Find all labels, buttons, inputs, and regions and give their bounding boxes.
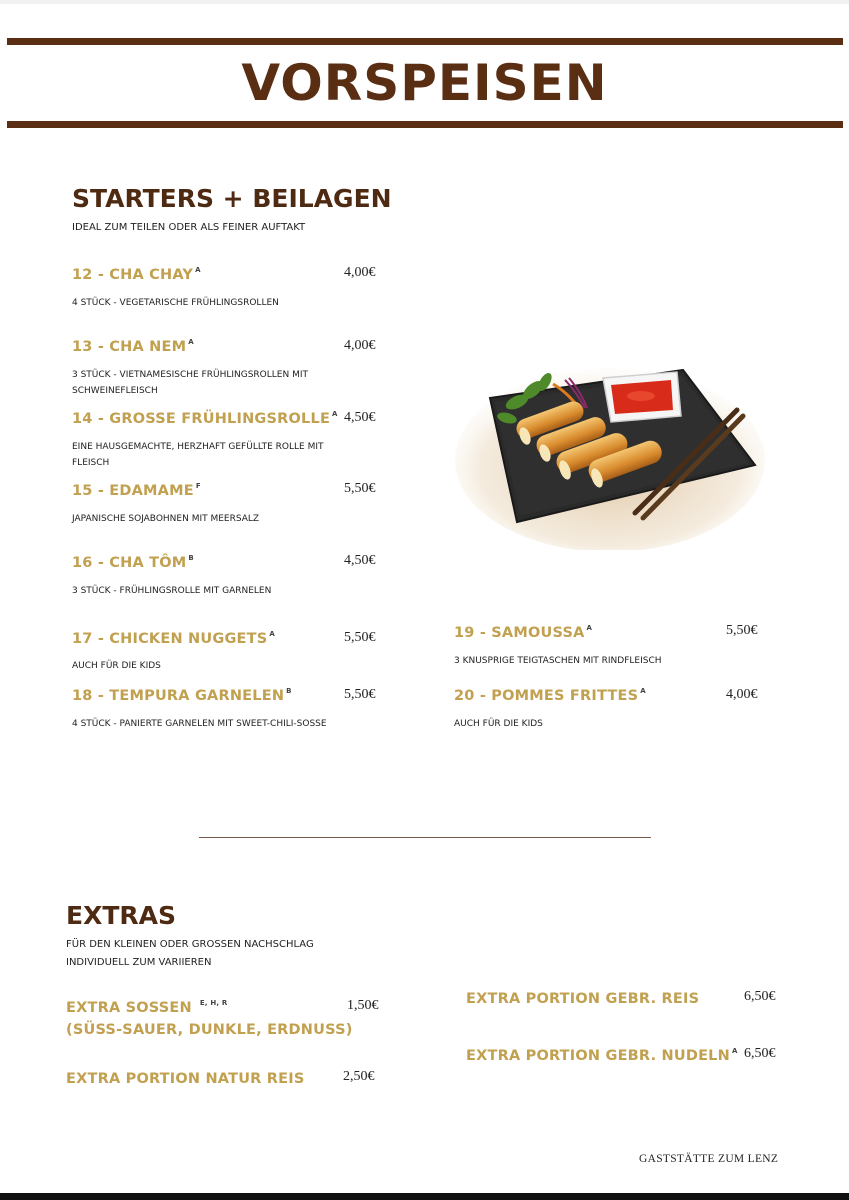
- title-rule-bottom: [7, 121, 843, 128]
- menu-item-desc: FLEISCH: [72, 458, 110, 468]
- menu-item-desc: JAPANISCHE SOJABOHNEN MIT MEERSALZ: [72, 514, 260, 524]
- extra-item-name: EXTRA PORTION GEBR. REIS: [466, 991, 700, 1007]
- section-divider: [199, 837, 651, 838]
- extra-item-price: 1,50€: [347, 998, 379, 1013]
- menu-item-price: 4,00€: [344, 338, 376, 353]
- allergen-code: A: [269, 630, 276, 638]
- menu-item-desc: 3 STÜCK - FRÜHLINGSROLLE MIT GARNELEN: [72, 586, 272, 596]
- menu-item-price: 4,00€: [344, 265, 376, 280]
- title-rule-top: [7, 38, 843, 45]
- extra-item-name: EXTRA PORTION GEBR. NUDELN $^A$: [466, 1047, 738, 1064]
- allergen-code: A: [332, 410, 338, 418]
- menu-item-price: 5,50€: [726, 623, 758, 638]
- bottom-bar: [0, 1193, 849, 1200]
- allergen-code: A: [195, 266, 201, 274]
- allergen-code: A: [188, 338, 194, 346]
- menu-item-name: 15 - EDAMAME $^F$: [72, 482, 201, 499]
- menu-item-name: 12 - CHA CHAY $^A$: [72, 266, 201, 283]
- menu-item-price: 4,00€: [726, 687, 758, 702]
- allergen-code: A: [731, 1047, 738, 1055]
- menu-item-name: 20 - POMMES FRITTES $^A$: [454, 687, 646, 704]
- extra-item-sauces: (SÜSS-SAUER, DUNKLE, ERDNUSS): [66, 1022, 353, 1038]
- menu-item-name: 13 - CHA NEM $^A$: [72, 338, 194, 355]
- allergen-code: B: [286, 687, 292, 695]
- allergen-code: F: [195, 482, 201, 490]
- menu-item-price: 5,50€: [344, 630, 376, 645]
- extra-item-price: 6,50€: [744, 1046, 776, 1061]
- starters-subtitle: IDEAL ZUM TEILEN ODER ALS FEINER AUFTAKT: [72, 222, 306, 233]
- allergen-code: A: [640, 687, 646, 695]
- extra-item-name: EXTRA PORTION NATUR REIS: [66, 1071, 305, 1087]
- menu-item-price: 5,50€: [344, 481, 376, 496]
- allergen-code: E, H, R: [199, 999, 228, 1007]
- extra-item-name: EXTRA SOSSEN $^{E, H, R}$: [66, 999, 228, 1016]
- menu-item-desc: 4 STÜCK - PANIERTE GARNELEN MIT SWEET-CHILI-SOSSE: [72, 719, 327, 729]
- menu-item-desc: AUCH FÜR DIE KIDS: [72, 661, 161, 671]
- extras-title: EXTRAS: [66, 901, 177, 930]
- allergen-code: B: [188, 554, 194, 562]
- extra-item-price: 6,50€: [744, 989, 776, 1004]
- menu-item-price: 5,50€: [344, 687, 376, 702]
- menu-item-desc: SCHWEINEFLEISCH: [72, 386, 158, 396]
- menu-item-price: 4,50€: [344, 410, 376, 425]
- extras-subtitle: FÜR DEN KLEINEN ODER GROSSEN NACHSCHLAG: [66, 939, 314, 950]
- extra-item-price: 2,50€: [343, 1069, 375, 1084]
- menu-item-name: 19 - SAMOUSSA $^A$: [454, 624, 593, 641]
- starters-title: STARTERS + BEILAGEN: [72, 184, 392, 213]
- menu-item-name: 18 - TEMPURA GARNELEN $^B$: [72, 687, 292, 704]
- menu-item-name: 17 - CHICKEN NUGGETS $^A$: [72, 630, 276, 647]
- menu-item-desc: 4 STÜCK - VEGETARISCHE FRÜHLINGSROLLEN: [72, 298, 279, 308]
- extras-subtitle: INDIVIDUELL ZUM VARIIEREN: [66, 957, 212, 968]
- menu-item-price: 4,50€: [344, 553, 376, 568]
- menu-item-desc: 3 STÜCK - VIETNAMESISCHE FRÜHLINGSROLLEN MIT: [72, 370, 308, 380]
- restaurant-name: GASTSTÄTTE ZUM LENZ: [639, 1153, 779, 1165]
- menu-item-desc: 3 KNUSPRIGE TEIGTASCHEN MIT RINDFLEISCH: [454, 656, 662, 666]
- top-strip: [0, 0, 849, 4]
- page-title: VORSPEISEN: [241, 54, 608, 112]
- menu-item-desc: AUCH FÜR DIE KIDS: [454, 719, 543, 729]
- allergen-code: A: [586, 624, 593, 632]
- menu-item-name: 16 - CHA TÔM $^B$: [72, 554, 194, 571]
- menu-item-desc: EINE HAUSGEMACHTE, HERZHAFT GEFÜLLTE ROLLE MIT: [72, 442, 324, 452]
- spring-rolls-image: [455, 350, 765, 550]
- menu-item-name: 14 - GROSSE FRÜHLINGSROLLE $^A$: [72, 410, 338, 427]
